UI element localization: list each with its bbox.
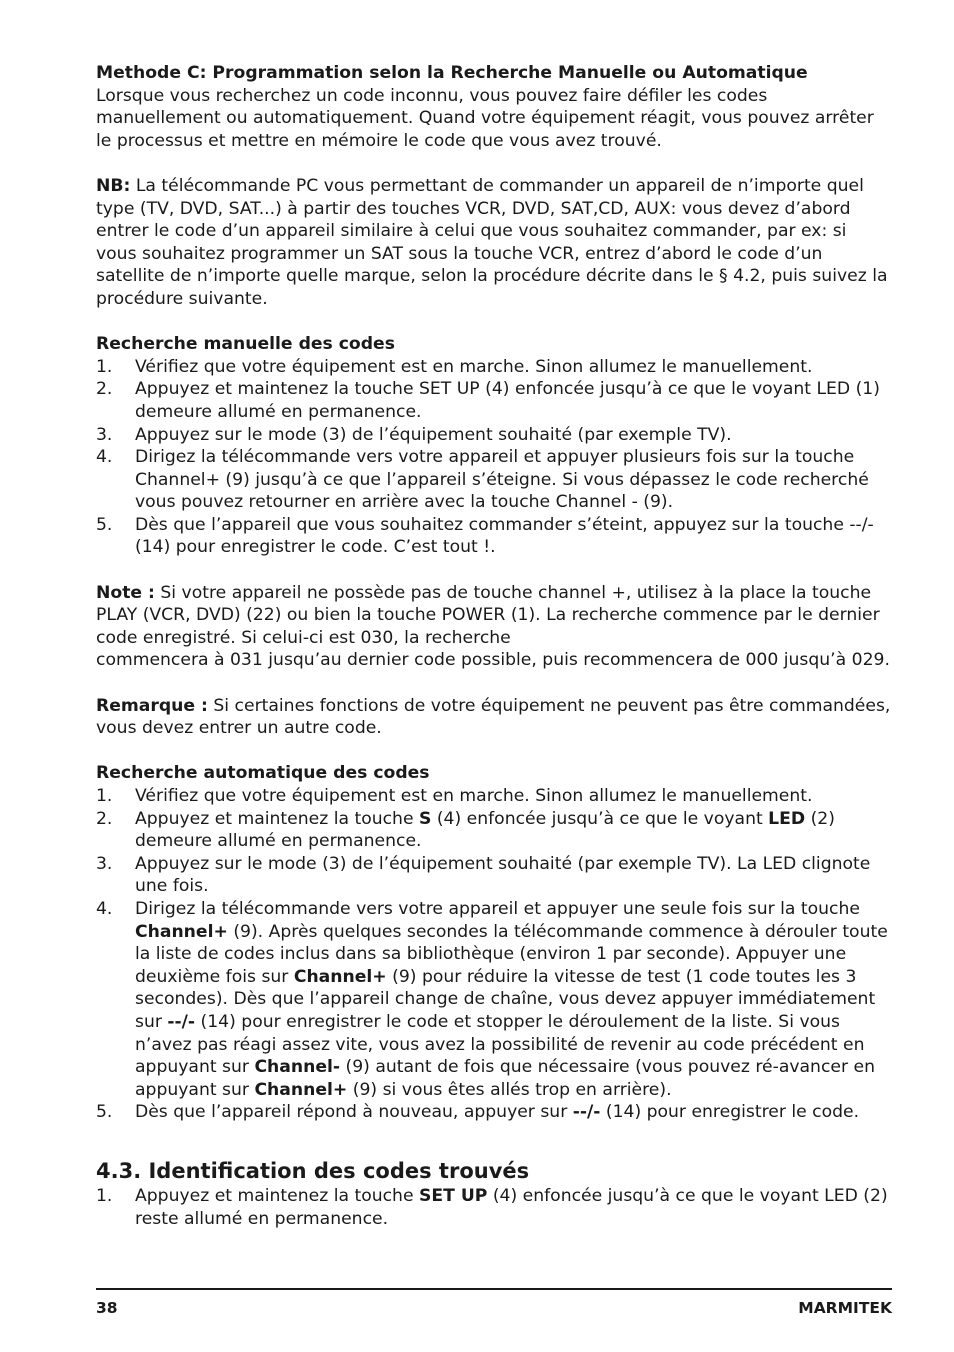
remarque-text: Si certaines fonctions de votre équipement ne peuvent pas être commandées, vous devez entrer un autre code.	[96, 695, 891, 739]
list-item	[96, 378, 892, 423]
step-text: Dirigez la télécommande vers votre appareil et appuyer une seule fois sur la touche	[135, 898, 860, 919]
note-label: Note :	[96, 582, 155, 603]
list-item	[96, 424, 892, 447]
note-paragraph	[96, 582, 892, 650]
note-text: Si votre appareil ne possède pas de touche channel +, utilisez à la place la touche PLAY (VCR, DVD) (22) ou bien la touche POWER (1). La recherche commence par le dernier code enregistré. Si celui-ci est 030, la recherche	[96, 582, 880, 648]
step-number: 5.	[96, 1102, 113, 1123]
step-text: (2) demeure allumé en permanence.	[135, 808, 835, 852]
key-label: Channel+	[293, 966, 387, 987]
step-text: Appuyez sur le mode (3) de l’équipement souhaité (par exemple TV).	[135, 424, 732, 445]
step-number: 3.	[96, 424, 113, 445]
step-text: (4) enfoncée jusqu’à ce que le voyant	[431, 808, 769, 829]
list-item	[96, 1101, 892, 1124]
methode-c-heading: Methode C: Programmation selon la Recherche Manuelle ou Automatique	[96, 63, 808, 83]
nb-label: NB:	[96, 175, 131, 196]
step-number: 4.	[96, 447, 113, 468]
list-item	[96, 1185, 892, 1230]
key-label: LED	[768, 808, 806, 829]
step-number: 4.	[96, 898, 113, 919]
step-text: (9) autant de fois que nécessaire (vous pouvez ré-avancer en appuyant sur	[135, 1057, 875, 1100]
nb-paragraph	[96, 175, 892, 311]
remarque-label: Remarque :	[96, 695, 208, 716]
key-label: Channel-	[254, 1057, 341, 1078]
remarque-paragraph	[96, 695, 892, 740]
step-text: (4) enfoncée jusqu’à ce que le voyant LED (2) reste allumé en permanence.	[135, 1185, 888, 1229]
page-content	[96, 62, 892, 1230]
list-item	[96, 898, 892, 1101]
step-text: Vérifiez que votre équipement est en marche. Sinon allumez le manuellement.	[135, 356, 813, 377]
step-text: (9) si vous êtes allés trop en arrière).	[347, 1079, 672, 1100]
key-label: S	[419, 808, 432, 829]
list-item	[96, 356, 892, 379]
note-paragraph-continued: commencera à 031 jusqu’au dernier code possible, puis recommencera de 000 jusqu’à 029.	[96, 650, 890, 671]
key-label: --/-	[572, 1102, 601, 1123]
key-label: Channel+	[254, 1079, 348, 1100]
step-number: 1.	[96, 1185, 113, 1206]
section-4-3-steps-list	[96, 1185, 892, 1230]
step-number: 1.	[96, 356, 113, 377]
step-text: Vérifiez que votre équipement est en marche. Sinon allumez le manuellement.	[135, 786, 813, 806]
step-text: (14) pour enregistrer le code.	[600, 1102, 860, 1123]
step-number: 2.	[96, 379, 113, 400]
step-number: 5.	[96, 514, 113, 535]
step-text: Dès que l’appareil que vous souhaitez commander s’éteint, appuyez sur la touche --/- (14) pour enregistrer le code. C’est tout !.	[135, 514, 874, 558]
step-text: Appuyez sur le mode (3) de l’équipement souhaité (par exemple TV). La LED clignote une fois.	[135, 853, 871, 897]
page-number: 38	[96, 1299, 118, 1317]
list-item	[96, 853, 892, 898]
list-item	[96, 785, 892, 808]
methode-c-intro: Lorsque vous recherchez un code inconnu, vous pouvez faire défiler les codes manuellement ou automatiquement. Quand votre équipement réagit, vous pouvez arrêter le processus et mettre en mémoire le code que vous avez trouvé.	[96, 85, 874, 151]
manual-steps-list	[96, 356, 892, 559]
step-number: 3.	[96, 853, 113, 874]
list-item	[96, 514, 892, 559]
manual-search-heading: Recherche manuelle des codes	[96, 334, 395, 355]
list-item	[96, 808, 892, 853]
auto-search-heading: Recherche automatique des codes	[96, 763, 430, 784]
step-text: (9) pour réduire la vitesse de test (1 code toutes les 3 secondes). Dès que l’appareil change de chaîne, vous devez appuyer immédiatement sur	[135, 966, 876, 1032]
nb-text: La télécommande PC vous permettant de commander un appareil de n’importe quel type (TV, DVD, SAT...) à partir des touches VCR, DVD, SAT,CD, AUX: vous devez d’abord entrer le code d’un appareil similaire à celui que vous souhaitez commander, par ex: si vous souhaitez programmer un SAT sous la touche VCR, entrez d’abord le code d’un satellite de n’importe quelle marque, selon la procédure décrite dans le § 4.2, puis suivez la procédure suivante.	[96, 175, 888, 309]
step-text: Dirigez la télécommande vers votre appareil et appuyer plusieurs fois sur la touche Channel+ (9) jusqu’à ce que l’appareil s’éteigne. Si vous dépassez le code recherché vous pouvez retourner en arrière avec la touche Channel - (9).	[135, 447, 869, 513]
key-label: SET UP	[419, 1185, 488, 1206]
section-4-3-heading: 4.3. Identification des codes trouvés	[96, 1158, 530, 1183]
step-text: (14) pour enregistrer le code et stopper le déroulement de la liste. Si vous n’avez pas réagi assez vite, vous avez la possibilité de revenir au code précédent en appuyant sur	[135, 1011, 865, 1078]
step-text: Appuyez et maintenez la touche	[135, 808, 419, 829]
key-label: --/-	[167, 1011, 196, 1032]
step-text: Appuyez et maintenez la touche SET UP (4) enfoncée jusqu’à ce que le voyant LED (1) demeure allumé en permanence.	[135, 379, 880, 422]
page-footer	[96, 1288, 892, 1317]
key-label: Channel+	[135, 921, 228, 942]
list-item	[96, 446, 892, 514]
step-text: Appuyez et maintenez la touche	[135, 1185, 419, 1206]
step-text: Dès que l’appareil répond à nouveau, appuyer sur	[135, 1102, 573, 1123]
step-number: 1.	[96, 786, 113, 806]
auto-steps-list	[96, 785, 892, 1124]
step-text: (9). Après quelques secondes la télécommande commence à dérouler toute la liste de codes inclus dans sa bibliothèque (environ 1 par seconde). Appuyer une deuxième fois sur	[135, 921, 888, 987]
step-number: 2.	[96, 808, 113, 829]
brand-name: MARMITEK	[798, 1299, 892, 1317]
